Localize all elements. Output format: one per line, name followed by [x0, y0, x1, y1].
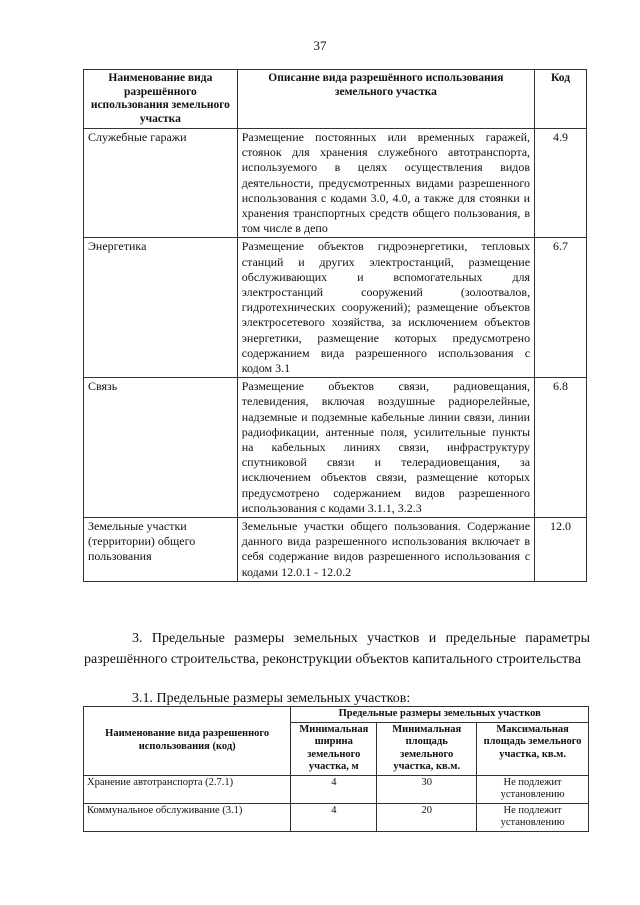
table-row	[84, 238, 587, 378]
row-description: Земельные участки общего пользования. Содержание данного вида разрешенного использования включает в себя содержание видов разрешенного использования с кодами 12.0.1 - 12.0.2	[237, 518, 534, 582]
row-name: Энергетика	[84, 238, 238, 378]
header-description: Описание вида разрешённого использования земельного участка	[237, 70, 534, 129]
row-code: 12.0	[535, 518, 587, 582]
row-name: Связь	[84, 378, 238, 518]
header-group: Предельные размеры земельных участков	[291, 707, 589, 723]
header-min-width: Минимальная ширина земельного участка, м	[291, 722, 377, 775]
table-row	[84, 518, 587, 582]
page-number: 37	[313, 38, 327, 53]
table-row	[84, 803, 589, 831]
section-3-line-2: разрешённого строительства, реконструкции объектов капитального строительства	[84, 652, 581, 667]
row-description: Размещение постоянных или временных гаражей, стоянок для хранения служебного автотранспорта, используемого в целях осуществления видов деятельности, предусмотренных видами разрешенного использования с кодами 3.0, 4.0, а также для стоянки и хранения транспортных средств общего пользования, в том числе в депо	[237, 129, 534, 238]
row-name: Служебные гаражи	[84, 129, 238, 238]
plot-size-table	[83, 706, 589, 832]
row-name: Хранение автотранспорта (2.7.1)	[84, 775, 291, 803]
row-description: Размещение объектов гидроэнергетики, тепловых станций и других электростанций, размещение обслуживающих и вспомогательных для электростанций сооружений (золоотвалов, гидротехнических сооружений); размещение объектов электросетевого хозяйства, за исключением объектов энергетики, размещение которых предусмотрено содержанием вида разрешенного использования с кодом 3.1	[237, 238, 534, 378]
header-code: Код	[535, 70, 587, 129]
row-max-area: Не подлежит установлению	[477, 803, 589, 831]
row-code: 6.7	[535, 238, 587, 378]
table-row	[84, 378, 587, 518]
row-min-width: 4	[291, 803, 377, 831]
row-code: 6.8	[535, 378, 587, 518]
land-use-table	[83, 69, 587, 582]
row-name: Земельные участки (территории) общего пользования	[84, 518, 238, 582]
row-code: 4.9	[535, 129, 587, 238]
table-row	[84, 775, 589, 803]
header-min-area: Минимальная площадь земельного участка, кв.м.	[377, 722, 477, 775]
header-max-area: Максимальная площадь земельного участка, кв.м.	[477, 722, 589, 775]
header-name: Наименование вида разрешённого использования земельного участка	[84, 70, 238, 129]
row-name: Коммунальное обслуживание (3.1)	[84, 803, 291, 831]
row-min-area: 20	[377, 803, 477, 831]
row-description: Размещение объектов связи, радиовещания, телевидения, включая воздушные радиорелейные, надземные и подземные кабельные линии связи, линии радиофикации, антенные поля, усилительные пункты на кабельных линиях связи, инфраструктуру спутниковой связи и телерадиовещания, за исключением объектов связи, размещение которых предусмотрено содержанием видов разрешенного использования с кодами 3.1.1, 3.2.3	[237, 378, 534, 518]
section-3-heading	[84, 628, 590, 670]
table-header-row	[84, 70, 587, 129]
section-3-1-heading: 3.1. Предельные размеры земельных участков:	[132, 691, 411, 706]
section-3-line-1: 3. Предельные размеры земельных участков и предельные параметры	[132, 631, 590, 646]
row-min-width: 4	[291, 775, 377, 803]
header-use-name: Наименование вида разрешенного использования (код)	[84, 707, 291, 776]
row-min-area: 30	[377, 775, 477, 803]
row-max-area: Не подлежит установлению	[477, 775, 589, 803]
table-row	[84, 129, 587, 238]
table-header-row	[84, 707, 589, 723]
